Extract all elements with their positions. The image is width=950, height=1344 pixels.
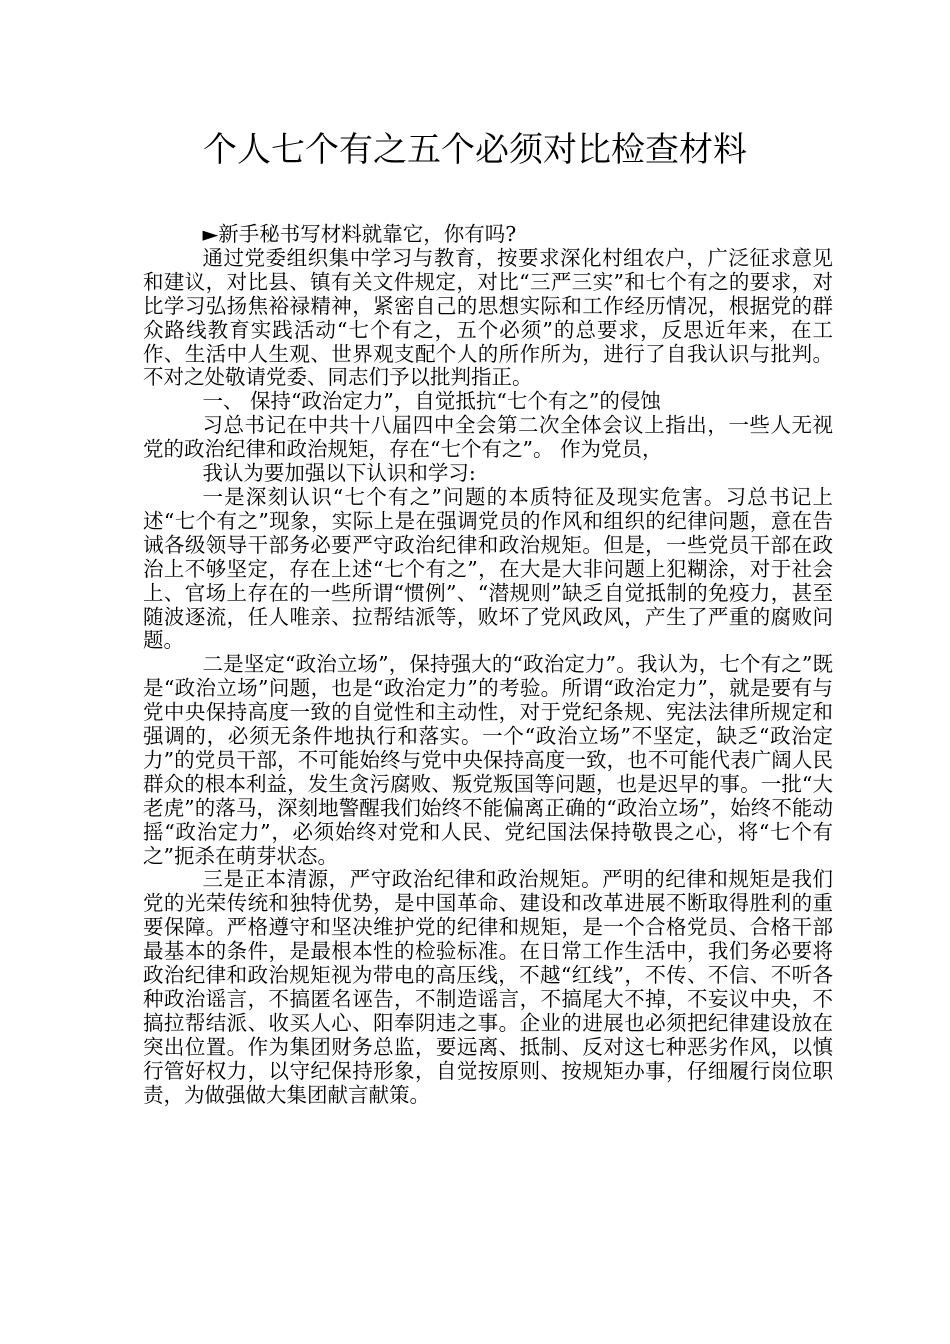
- promo-line: ►新手秘书写材料就靠它，你有吗?: [202, 222, 517, 246]
- document-body: [143, 223, 833, 1108]
- paragraph-quote: 习总书记在中共十八届四中全会第二次全体会议上指出，一些人无视党的政治纪律和政治规矩，存在“七个有之”。 作为党员，: [143, 413, 833, 462]
- paragraph-point-three: 三是正本清源，严守政治纪律和政治规矩。严明的纪律和规矩是我们党的光荣传统和独特优势，是中国革命、建设和改革进展不断取得胜利的重要保障。严格遵守和坚决维护党的纪律和规矩，是一个合格党员、合格干部最基本的条件，是最根本性的检验标准。在日常工作生活中，我们务必要将政治纪律和政治规矩视为带电的高压线，不越“红线”，不传、不信、不听各种政治谣言，不搞匿名诬告，不制造谣言，不搞尾大不掉，不妄议中央，不搞拉帮结派、收买人心、阳奉阴违之事。企业的进展也必须把纪律建设放在突出位置。作为集团财务总监，要远离、抵制、反对这七种恶劣作风，以慎行管好权力，以守纪保持形象，自觉按原则、按规矩办事，仔细履行岗位职责，为做强做大集团献言献策。: [143, 867, 833, 1107]
- document-title: 个人七个有之五个必须对比检查材料: [203, 130, 747, 170]
- section-heading: 一、 保持“政治定力”，自觉抵抗“七个有之”的侵蚀: [202, 389, 661, 414]
- paragraph-point-two: 二是坚定“政治立场”，保持强大的“政治定力”。我认为，七个有之”既是“政治立场”问题，也是“政治定力”的考验。所谓“政治定力”，就是要有与党中央保持高度一致的自觉性和主动性，对于党纪条规、宪法法律所规定和强调的，必须无条件地执行和落实。一个“政治立场”不坚定，缺乏“政治定力”的党员干部，不可能始终与党中央保持高度一致，也不可能代表广阔人民群众的根本利益，发生贪污腐败、叛党叛国等问题，也是迟早的事。一批“大老虎”的落马，深刻地警醒我们始终不能偏离正确的“政治立场”，始终不能动摇“政治定力”，必须始终对党和人民、党纪国法保持敬畏之心，将“七个有之”扼杀在萌芽状态。: [143, 652, 833, 868]
- paragraph-point-one: 一是深刻认识“七个有之”问题的本质特征及现实危害。习总书记上述“七个有之”现象，实际上是在强调党员的作风和组织的纪律问题，意在告诫各级领导干部务必要严守政治纪律和政治规矩。但是，一些党员干部在政治上不够坚定，存在上述“七个有之”，在大是大非问题上犯糊涂，对于社会上、官场上存在的一些所谓“惯例”、“潜规则”缺乏自觉抵制的免疫力，甚至随波逐流，任人唯亲、拉帮结派等，败坏了党风政风，产生了严重的腐败问题。: [143, 484, 833, 653]
- intro-paragraph: 通过党委组织集中学习与教育，按要求深化村组农户，广泛征求意见和建议，对比县、镇有关文件规定，对比“三严三实”和七个有之的要求，对比学习弘扬焦裕禄精神，紧密自己的思想实际和工作经历情况，根据党的群众路线教育实践活动“七个有之，五个必须”的总要求，反思近年来，在工作、生活中人生观、世界观支配个人的所作所为，进行了自我认识与批判。不对之处敬请党委、同志们予以批判指正。: [143, 245, 833, 390]
- paragraph-learning: 我认为要加强以下认识和学习:: [202, 461, 476, 486]
